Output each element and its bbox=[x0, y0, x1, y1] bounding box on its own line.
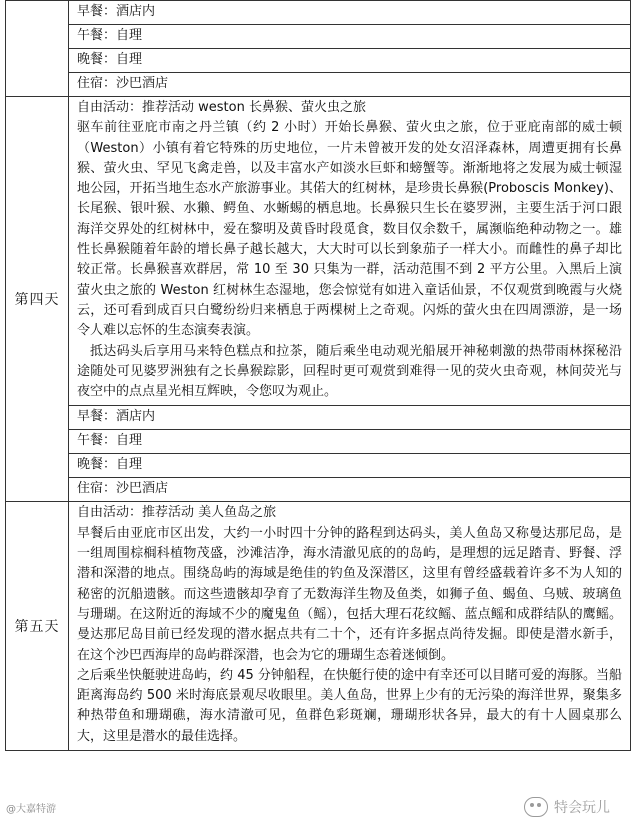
meal-lunch-cell bbox=[69, 430, 631, 454]
table-row bbox=[6, 73, 631, 97]
table-row bbox=[6, 1, 631, 25]
meal-dinner-cell bbox=[69, 454, 631, 478]
table-row bbox=[6, 502, 631, 751]
watermark-right bbox=[524, 797, 610, 817]
meal-breakfast-cell bbox=[69, 406, 631, 430]
lodging-cell bbox=[69, 478, 631, 502]
day5-label: 第五天 bbox=[6, 502, 69, 751]
meal-dinner: 晚餐：自理 bbox=[77, 52, 143, 67]
day4-activity-title: 自由活动：推荐活动 weston 长鼻猴、萤火虫之旅 bbox=[77, 100, 366, 115]
day4-label: 第四天 bbox=[6, 97, 69, 502]
table-row bbox=[6, 97, 631, 406]
watermark-left: @大嘉特游 bbox=[6, 804, 56, 815]
meal-lunch: 午餐：自理 bbox=[77, 28, 143, 43]
lodging: 住宿：沙巴酒店 bbox=[77, 481, 169, 497]
table-row bbox=[6, 49, 631, 73]
meal-breakfast: 早餐：酒店内 bbox=[77, 409, 156, 425]
day5-activity-cell bbox=[69, 502, 631, 751]
day4-paragraph-2: 抵达码头后享用马来特色糕点和拉茶，随后乘坐电动观光船展开神秘刺激的热带雨林探秘沿途随处可见婆罗洲独有之长鼻猴踪影，回程时更可观赏到难得一见的荧火虫奇观，林间荧光与夜空中的点点星光相互辉映，令您叹为观止。 bbox=[77, 343, 622, 400]
lodging-cell bbox=[69, 73, 631, 97]
table-row bbox=[6, 406, 631, 430]
day4-activity-cell bbox=[69, 97, 631, 406]
table-row bbox=[6, 454, 631, 478]
meal-breakfast: 早餐：酒店内 bbox=[77, 4, 156, 19]
table-row bbox=[6, 25, 631, 49]
day3-label-cell bbox=[6, 1, 69, 97]
meal-breakfast-cell bbox=[69, 1, 631, 25]
itinerary-page bbox=[5, 0, 631, 751]
day5-activity-text bbox=[69, 502, 630, 750]
meal-lunch-cell bbox=[69, 25, 631, 49]
wechat-icon bbox=[524, 797, 548, 817]
lodging: 住宿：沙巴酒店 bbox=[77, 76, 169, 91]
itinerary-table bbox=[5, 0, 631, 751]
day4-activity-text bbox=[69, 97, 630, 405]
meal-dinner: 晚餐：自理 bbox=[77, 457, 143, 473]
table-row bbox=[6, 478, 631, 502]
day5-paragraph-2: 之后乘坐快艇驶进岛屿，约 45 分钟船程，在快艇行使的途中有幸还可以目睹可爱的海豚。当船距离海岛约 500 米时海底景观尽收眼里。美人鱼岛，世界上少有的无污染的海洋世界，聚集多种热带鱼和珊瑚礁，海水清澈可见，鱼群色彩斑斓，珊瑚形状各异，最大的有十人圆桌那么大，这里是潜水的最佳选择。 bbox=[77, 667, 622, 744]
day5-activity-title: 自由活动：推荐活动 美人鱼岛之旅 bbox=[77, 505, 277, 521]
meal-lunch: 午餐：自理 bbox=[77, 433, 143, 449]
day4-paragraph-1: 驱车前往亚庇市南之丹兰镇（约 2 小时）开始长鼻猴、萤火虫之旅，位于亚庇南部的威士顿（Weston）小镇有着它特殊的历史地位，一片未曾被开发的处女沼泽森林，周遭更拥有长鼻猴、萤火虫、罕见飞禽走兽，以及丰富水产如淡水巨虾和螃蟹等。渐渐地将之发展为威士顿湿地公园，开拓当地生态水产旅游事业。其偌大的红树林，是珍贵长鼻猴(Proboscis Monkey)、长尾猴、银叶猴、水獭、鳄鱼、水蜥蜴的栖息地。长鼻猴只生长在婆罗洲，主要生活于河口跟海洋交界处的红树林中，爱在黎明及黄昏时段觅食，数目仅余数千，属濒临绝种动物之一。雄性长鼻猴随着年龄的增长鼻子越长越大，大大时可以长到象茄子一样大小。而雌性的鼻子却比较正常。长鼻猴喜欢群居，常 10 至 30 只集为一群，活动范围不到 2 平方公里。入黑后上演萤火虫之旅的 Weston 红树林生态湿地，您会惊觉有如进入童话仙景，不仅观赏到晚霞与火烧云，还可看到成百只白鹭纷纷归来栖息于两棵树上之奇观。闪烁的萤火虫在四周漂游，是一场令人难以忘怀的生态演奏表演。 bbox=[77, 120, 622, 339]
day5-paragraph-1: 早餐后由亚庇市区出发，大约一小时四十分钟的路程到达码头，美人鱼岛又称曼达那尼岛，是一组周围棕榈科植物茂盛，沙滩洁净，海水清澈见底的的岛屿，是理想的远足踏青、野餐、浮潜和深潜的地点。围绕岛屿的海域是绝佳的钓鱼及深潜区，这里有曾经盛载着许多不为人知的秘密的沉船遗骸。而这些遗骸却孕育了无数海洋生物及鱼类，如狮子鱼、蝎鱼、乌贼、玻璃鱼与珊瑚。在这附近的海域不少的魔鬼鱼（鳐），包括大理石花纹鳐、蓝点鳐和成群结队的鹰鳐。曼达那尼岛目前已经发现的潜水据点共有二十个，还有许多据点尚待发掘。即使是潜水新手，在这个沙巴西海岸的岛屿群深潜，也会为它的珊瑚生态着迷倾倒。 bbox=[77, 525, 622, 663]
meal-dinner-cell bbox=[69, 49, 631, 73]
table-row bbox=[6, 430, 631, 454]
watermark-right-text: 特会玩儿 bbox=[554, 800, 610, 816]
